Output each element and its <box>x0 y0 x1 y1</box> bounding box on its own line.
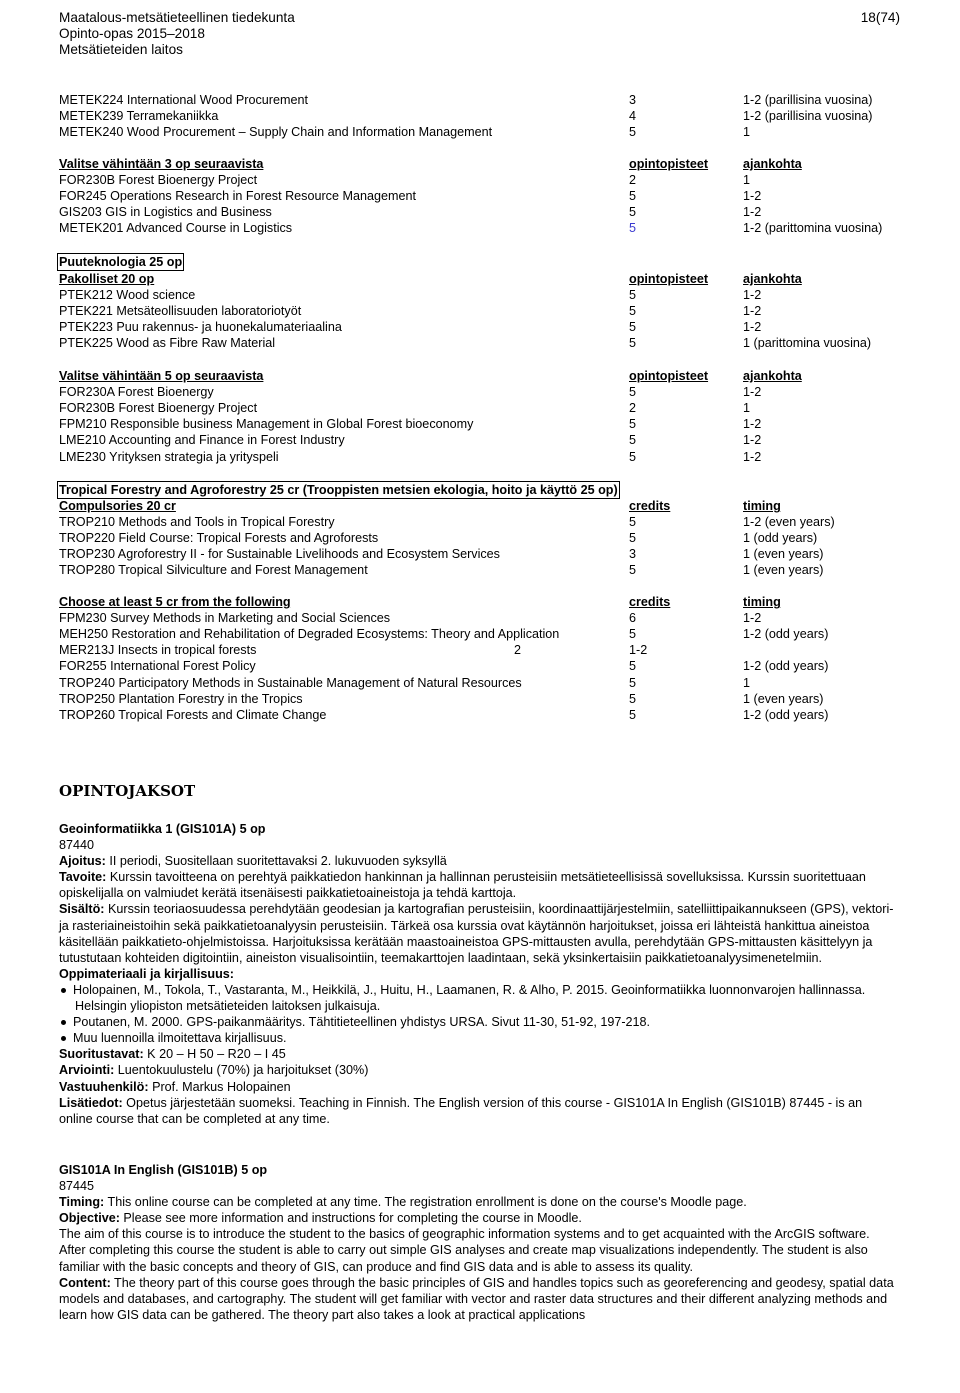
credits-cell: opintopisteet <box>629 272 709 286</box>
credits-cell: 5 <box>629 320 637 335</box>
course-code: 87445 <box>59 1179 95 1194</box>
bullet-icon <box>61 988 66 993</box>
credits-cell: 5 <box>629 515 637 530</box>
timing-cell: 1-2 <box>743 611 762 626</box>
course-name: LME230 Yrityksen strategia ja yrityspeli <box>59 449 279 464</box>
credits-cell: 4 <box>629 109 637 124</box>
table-row <box>59 610 919 626</box>
section-tropical-forestry-text: Tropical Forestry and Agroforestry 25 cr (Trooppisten metsien ekologia, hoito ja käyttö 25 op) <box>59 483 618 497</box>
faculty-name: Maatalous-metsätieteellinen tiedekunta <box>59 10 295 25</box>
credits-cell: 2 <box>514 643 522 658</box>
credits-cell: 3 <box>629 93 637 107</box>
course-name: TROP220 Field Course: Tropical Forests and Agroforests <box>59 531 379 546</box>
literature-item: Poutanen, M. 2000. GPS-paikanmääritys. Tähtitieteellinen yhdistys URSA. Sivut 11-30, 51-92, 197-218. <box>59 1014 899 1030</box>
timing-cell: timing <box>743 499 781 513</box>
course-name: PTEK221 Metsäteollisuuden laboratoriotyöt <box>59 304 302 319</box>
literature-item: Holopainen, M., Tokola, T., Vastaranta, M., Heikkilä, J., Huitu, H., Laamanen, R. & Alho, P. 2015. Geoinformatiikka luonnonvarojen hallinnassa. Helsingin yliopiston metsätieteiden laitoksen julkaisuja. <box>59 982 899 1014</box>
credits-cell: 3 <box>629 547 637 562</box>
course-name: FOR230A Forest Bioenergy <box>59 385 214 400</box>
course-name: Choose at least 5 cr from the following <box>59 595 291 609</box>
timing-cell: 1-2 (even years) <box>743 515 835 530</box>
course-name: TROP210 Methods and Tools in Tropical Forestry <box>59 515 335 530</box>
credits-cell: 5 <box>629 221 637 236</box>
timing-cell: ajankohta <box>743 369 802 383</box>
course-name: FOR255 International Forest Policy <box>59 659 256 674</box>
course-code: 87440 <box>59 838 95 853</box>
timing-cell: 1-2 <box>743 205 762 220</box>
course-name: FPM210 Responsible business Management in Global Forest bioeconomy <box>59 417 474 432</box>
credits-cell: 5 <box>629 417 637 432</box>
course-objective: Tavoite: Kurssin tavoitteena on perehtyä paikkatiedon hankinnan ja hallinnan perusteisiin metsätieteellisissä sovelluksissa. Kurssin suoritettuaan opiskelijalla on valmiudet kerätä itsenäisesti paikkatietoaineistoja ja tehdä karttoja. <box>59 870 866 901</box>
table-row <box>59 303 919 319</box>
table-row <box>59 92 919 108</box>
table-row <box>59 416 919 432</box>
timing-cell: 1 <box>743 173 751 188</box>
table-header-row <box>59 368 919 384</box>
literature-item: Muu luennoilla ilmoitettava kirjallisuus. <box>59 1030 899 1046</box>
timing-cell: 1 <box>743 675 751 690</box>
timing-cell: 1-2 (odd years) <box>743 627 829 642</box>
course-name: Compulsories 20 cr <box>59 499 176 513</box>
table-row <box>59 384 919 400</box>
timing-cell: 1-2 <box>743 189 762 204</box>
course-name: PTEK225 Wood as Fibre Raw Material <box>59 336 276 351</box>
course-aim: The aim of this course is to introduce the student to the basics of geographic information systems and to get acquainted with the ArcGIS software. After completing this course the student is able to carry out simple GIS analyses and create map visualizations independently. The student is also familiar with the basic concepts and theory of GIS, can produce and find GIS data and is able to assess its quality. <box>59 1227 870 1274</box>
credits-cell: 5 <box>629 125 637 140</box>
table-row <box>59 172 919 188</box>
timing-cell: 1-2 (parittomina vuosina) <box>743 221 883 236</box>
section-puuteknologia <box>59 253 919 269</box>
course-assessment: Arviointi: Luentokuulustelu (70%) ja harjoitukset (30%) <box>59 1063 369 1078</box>
page-number: 18(74) <box>860 10 900 25</box>
course-name: Valitse vähintään 3 op seuraavista <box>59 157 264 171</box>
timing-cell: 1 (odd years) <box>743 531 818 546</box>
course-name: TROP230 Agroforestry II - for Sustainable Livelihoods and Ecosystem Services <box>59 547 500 562</box>
timing-cell: 1-2 (parillisina vuosina) <box>743 93 873 107</box>
course-name: METEK201 Advanced Course in Logistics <box>59 221 293 236</box>
table-row <box>59 335 919 351</box>
table-row <box>59 319 919 335</box>
timing-cell: 1 <box>743 125 751 140</box>
document-header <box>59 10 295 58</box>
course-name: FOR230B Forest Bioenergy Project <box>59 173 258 188</box>
course-responsible: Vastuuhenkilö: Prof. Markus Holopainen <box>59 1079 291 1094</box>
course-name: PTEK212 Wood science <box>59 288 196 303</box>
course-completion: Suoritustavat: K 20 – H 50 – R20 – I 45 <box>59 1047 286 1062</box>
table-row <box>59 432 919 448</box>
table-row <box>59 220 919 236</box>
timing-cell: 1-2 (odd years) <box>743 659 829 674</box>
course-gis-english <box>59 1162 899 1323</box>
table-row <box>59 546 919 562</box>
timing-cell: 1-2 <box>743 385 762 400</box>
course-title: Geoinformatiikka 1 (GIS101A) 5 op <box>59 822 266 836</box>
table-row <box>59 562 919 578</box>
course-name: PTEK223 Puu rakennus- ja huonekalumateriaalina <box>59 320 342 335</box>
timing-cell: 1-2 <box>743 417 762 432</box>
table-row <box>59 124 919 140</box>
table-row <box>59 658 919 674</box>
timing-cell: 1 <box>743 401 751 416</box>
table-header-row <box>59 271 919 287</box>
table-row <box>59 530 919 546</box>
course-name: MEH250 Restoration and Rehabilitation of Degraded Ecosystems: Theory and Application <box>59 627 560 642</box>
table-row <box>59 204 919 220</box>
table-row <box>59 287 919 303</box>
table-header-row <box>59 498 919 514</box>
course-additional-info: Lisätiedot: Opetus järjestetään suomeksi. Teaching in Finnish. The English version of this course - GIS101A In English (GIS101B) 87445 - is an online course that can be completed at any time. <box>59 1095 863 1126</box>
timing-cell: 1-2 <box>743 449 762 464</box>
course-name: TROP250 Plantation Forestry in the Tropics <box>59 691 303 706</box>
timing-cell: 1 (even years) <box>743 691 824 706</box>
table-header-row <box>59 156 919 172</box>
credits-cell: credits <box>629 499 671 513</box>
timing-cell: 1-2 <box>743 304 762 319</box>
table-row <box>59 449 919 465</box>
timing-cell: 1-2 <box>743 320 762 335</box>
credits-cell: credits <box>629 595 671 609</box>
credits-cell: 5 <box>629 189 637 204</box>
course-name: TROP280 Tropical Silviculture and Forest Management <box>59 563 368 578</box>
course-content: Sisältö: Kurssin teoriaosuudessa perehdytään geodesian ja kartografian perusteisiin, koordinaattijärjestelmiin, satelliittipaikannukseen (GPS), vektori- ja rasteriaineistoihin sekä paikkatietoanalyysin perusteisiin. Tärkeä osa kurssia ovat käytännön harjoitukset, joissa eri lähteistä hankittua aineistoa käsitellään paikkatieto-ohjelmistoissa. Harjoituksissa kerätään maastoaineistoa GPS-mittausten avulla, perehdytään GPS-mittausten käsittelyyn ja tutustutaan kohteiden digitointiin, aineiston visualisointiin, teemakarttojen laadintaan, sekä yksinkertaisiin paikkatietoanalyysimenetelmiin. <box>59 902 894 965</box>
table-header-row <box>59 594 919 610</box>
timing-cell: 1-2 (odd years) <box>743 707 829 722</box>
credits-cell: 5 <box>629 385 637 400</box>
credits-cell: opintopisteet <box>629 369 709 383</box>
timing-cell: 1-2 <box>629 643 648 658</box>
credits-cell: 5 <box>629 433 637 448</box>
table-row <box>59 675 919 691</box>
credits-cell: 2 <box>629 173 637 188</box>
credits-cell: 5 <box>629 531 637 546</box>
timing-cell: 1 (parittomina vuosina) <box>743 336 872 351</box>
table-row <box>59 514 919 530</box>
course-geoinformatiikka <box>59 821 899 1127</box>
timing-cell: 1-2 <box>743 433 762 448</box>
section-puuteknologia-text: Puuteknologia 25 op <box>59 255 183 269</box>
timing-cell: 1-2 <box>743 288 762 303</box>
bullet-icon <box>61 1020 66 1025</box>
course-name: GIS203 GIS in Logistics and Business <box>59 205 272 220</box>
credits-cell: 5 <box>629 691 637 706</box>
course-content: Content: The theory part of this course goes through the basic principles of GIS and handles topics such as georeferencing and geodesy, spatial data models and databases, and cartography. The student will get familiar with vector and raster data structures and their different analyzing methods and learn how GIS data can be gathered. The theory part also takes a look at practical applications <box>59 1275 894 1322</box>
course-name: FOR245 Operations Research in Forest Resource Management <box>59 189 416 204</box>
course-name: LME210 Accounting and Finance in Forest Industry <box>59 433 345 448</box>
credits-cell: 5 <box>629 205 637 220</box>
bullet-icon <box>61 1036 66 1041</box>
course-name: Pakolliset 20 op <box>59 272 155 286</box>
course-objective: Objective: Please see more information and instructions for completing the course in Moodle. <box>59 1211 582 1226</box>
credits-cell: 5 <box>629 336 637 351</box>
course-timing: Ajoitus: II periodi, Suositellaan suoritettavaksi 2. lukuvuoden syksyllä <box>59 854 447 869</box>
credits-cell: 5 <box>629 563 637 578</box>
course-name: FOR230B Forest Bioenergy Project <box>59 401 258 416</box>
credits-cell: 5 <box>629 659 637 674</box>
course-name: METEK224 International Wood Procurement <box>59 93 308 107</box>
table-row <box>59 642 919 658</box>
credits-cell: 5 <box>629 707 637 722</box>
course-materials-label: Oppimateriaali ja kirjallisuus: <box>59 966 234 981</box>
course-title: GIS101A In English (GIS101B) 5 op <box>59 1163 268 1177</box>
guide-title: Opinto-opas 2015–2018 <box>59 26 205 41</box>
credits-cell: opintopisteet <box>629 157 709 171</box>
course-name: FPM230 Survey Methods in Marketing and Social Sciences <box>59 611 391 626</box>
course-name: METEK240 Wood Procurement – Supply Chain and Information Management <box>59 125 493 140</box>
table-row <box>59 691 919 707</box>
course-name: MER213J Insects in tropical forests <box>59 643 257 658</box>
timing-cell: ajankohta <box>743 157 802 171</box>
credits-cell: 5 <box>629 449 637 464</box>
credits-cell: 6 <box>629 611 637 626</box>
course-name: TROP260 Tropical Forests and Climate Change <box>59 707 327 722</box>
credits-cell: 5 <box>629 304 637 319</box>
table-row <box>59 626 919 642</box>
credits-cell: 5 <box>629 288 637 303</box>
timing-cell: 1 (even years) <box>743 547 824 562</box>
timing-cell: 1-2 (parillisina vuosina) <box>743 109 873 124</box>
timing-cell: timing <box>743 595 781 609</box>
course-name: Valitse vähintään 5 op seuraavista <box>59 369 264 383</box>
timing-cell: 1 (even years) <box>743 563 824 578</box>
table-row <box>59 188 919 204</box>
course-name: METEK239 Terramekaniikka <box>59 109 219 124</box>
section-title: OPINTOJAKSOT <box>59 782 196 800</box>
table-row <box>59 707 919 723</box>
table-row <box>59 400 919 416</box>
course-timing: Timing: This online course can be completed at any time. The registration enrollment is done on the course's Moodle page. <box>59 1195 747 1210</box>
credits-cell: 5 <box>629 675 637 690</box>
section-tropical-forestry <box>59 481 919 497</box>
credits-cell: 5 <box>629 627 637 642</box>
department-name: Metsätieteiden laitos <box>59 42 183 57</box>
timing-cell: ajankohta <box>743 272 802 286</box>
credits-cell: 2 <box>629 401 637 416</box>
course-name: TROP240 Participatory Methods in Sustainable Management of Natural Resources <box>59 675 522 690</box>
table-row <box>59 108 919 124</box>
